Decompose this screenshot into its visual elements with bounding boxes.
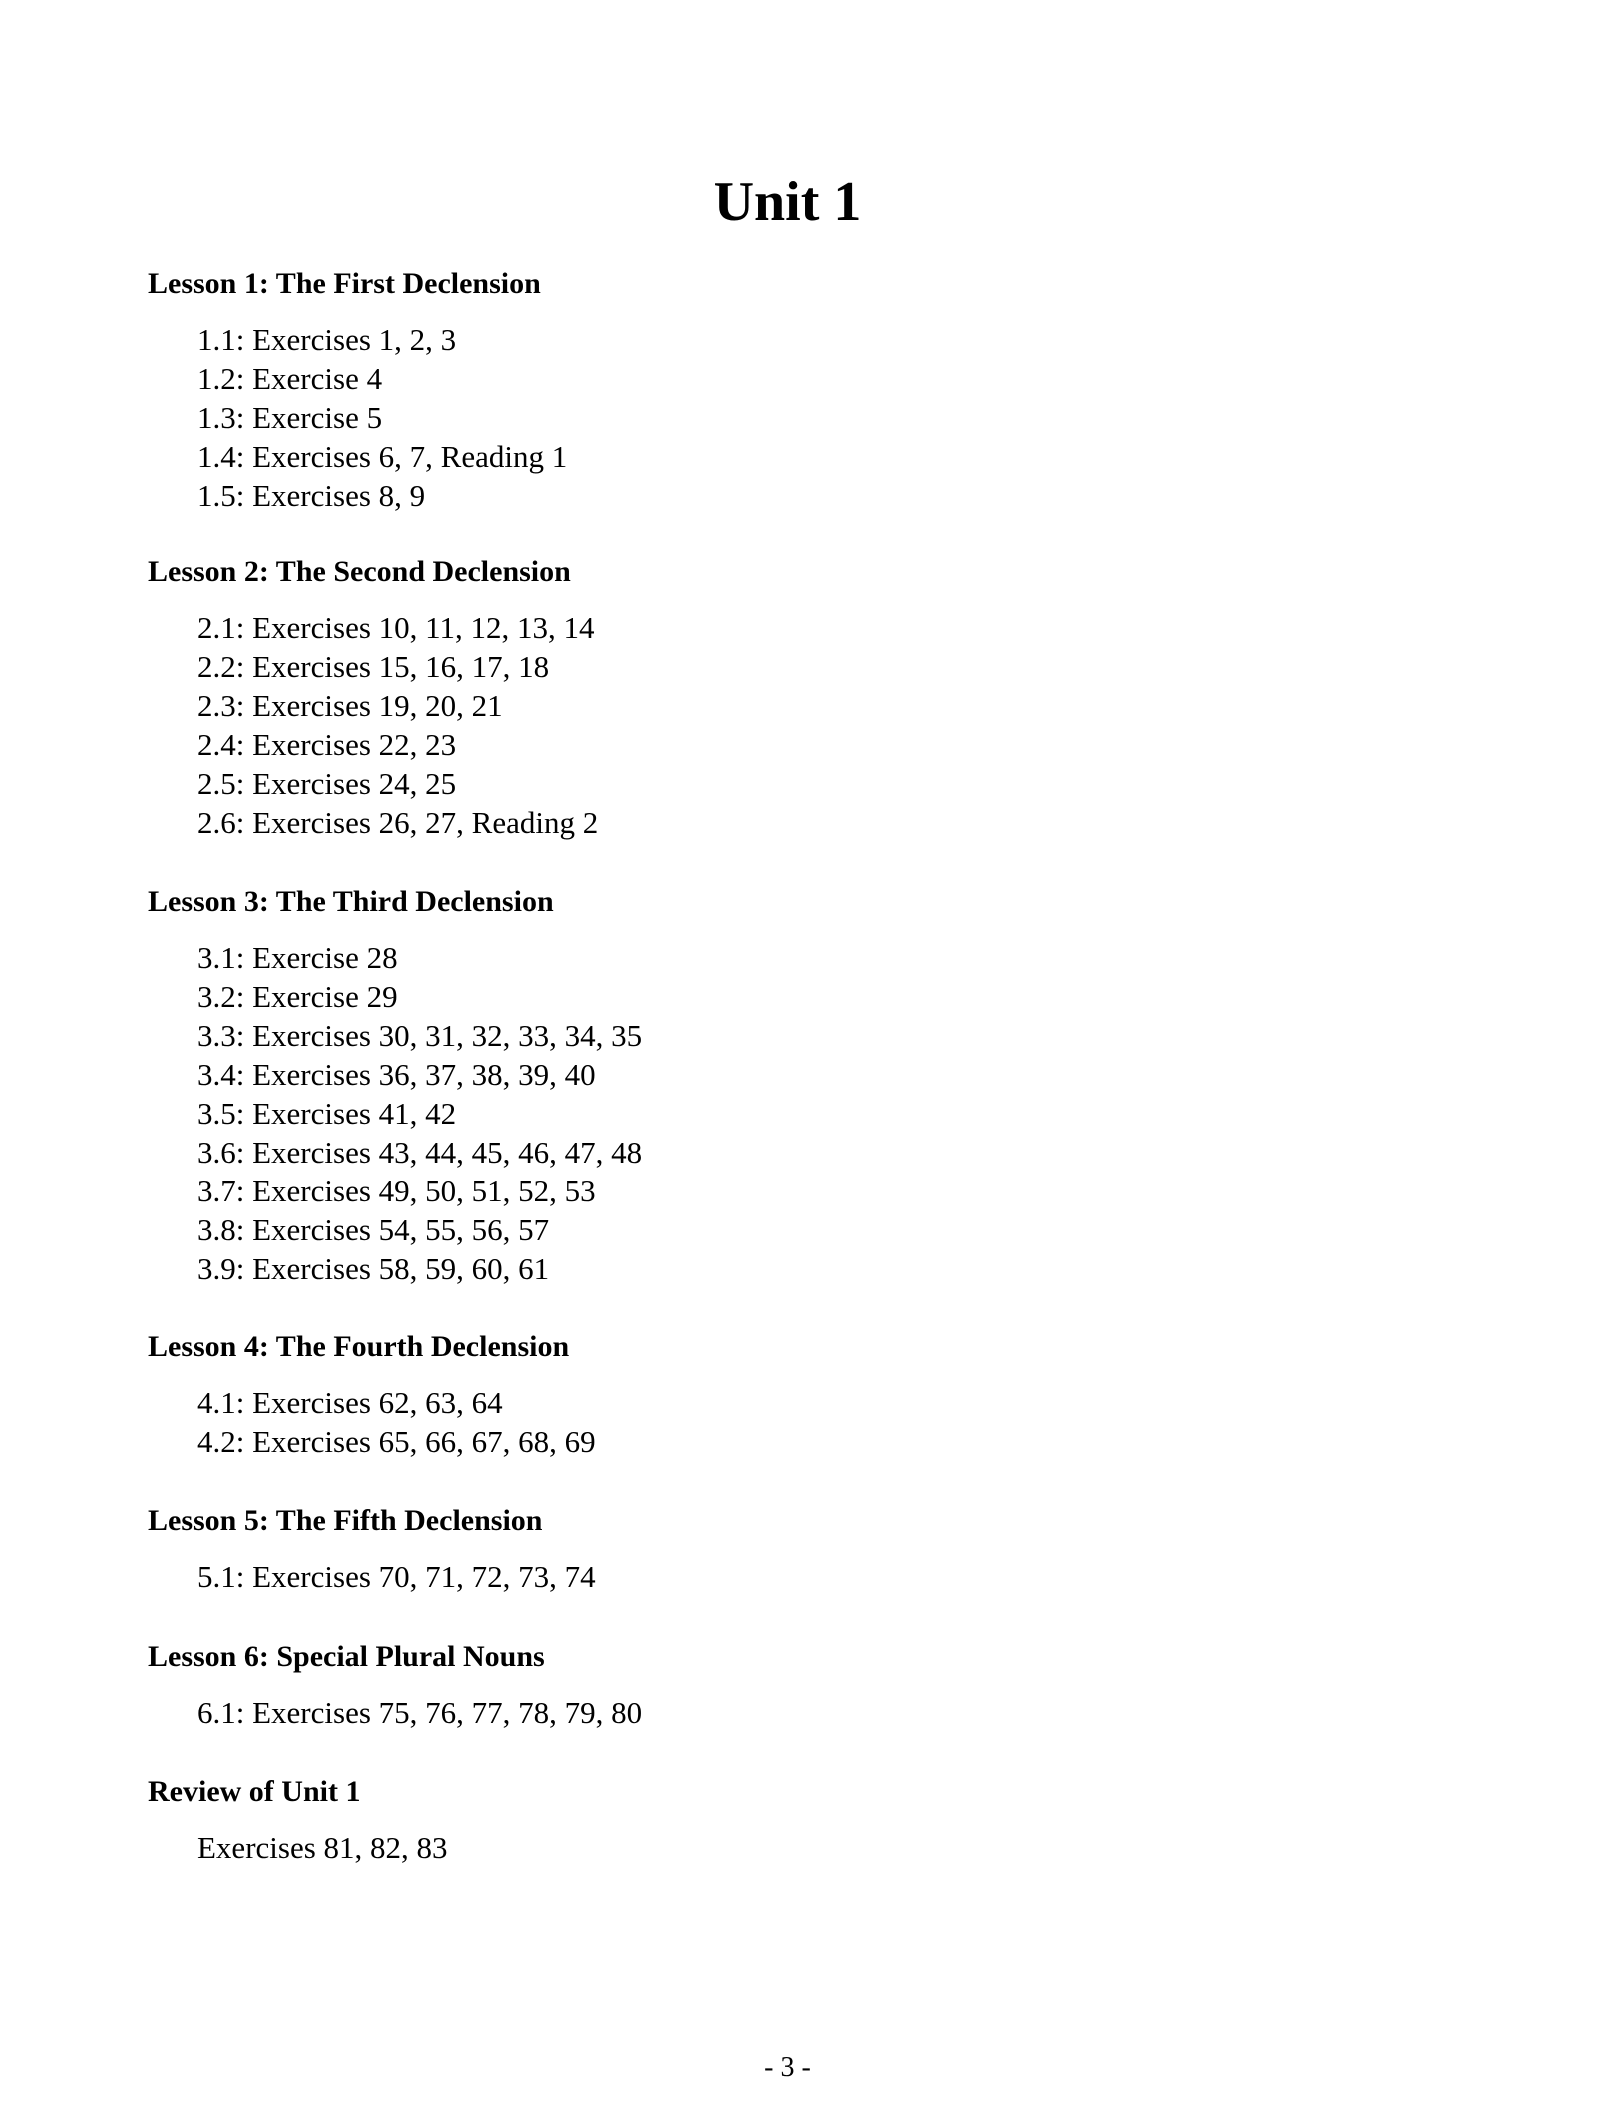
exercise-list xyxy=(197,321,567,516)
exercise-list xyxy=(197,1558,596,1597)
lesson-section xyxy=(148,1772,448,1868)
lesson-section xyxy=(148,552,598,842)
lesson-heading: Lesson 4: The Fourth Declension xyxy=(148,1330,570,1363)
lesson-section xyxy=(148,264,567,516)
exercise-item: 1.5: Exercises 8, 9 xyxy=(197,477,426,513)
exercise-item: 2.6: Exercises 26, 27, Reading 2 xyxy=(197,804,599,840)
exercise-item: 2.4: Exercises 22, 23 xyxy=(197,726,457,762)
exercise-list xyxy=(197,1694,642,1733)
exercise-item: 3.8: Exercises 54, 55, 56, 57 xyxy=(197,1212,550,1248)
exercise-item: 6.1: Exercises 75, 76, 77, 78, 79, 80 xyxy=(197,1695,643,1730)
lesson-section xyxy=(148,1501,596,1597)
exercise-item: 3.4: Exercises 36, 37, 38, 39, 40 xyxy=(197,1056,596,1092)
exercise-item: 1.1: Exercises 1, 2, 3 xyxy=(197,322,457,357)
exercise-item: 3.2: Exercise 29 xyxy=(197,978,398,1014)
lesson-heading: Review of Unit 1 xyxy=(148,1775,361,1808)
exercise-item: 2.5: Exercises 24, 25 xyxy=(197,765,457,801)
exercise-item: Exercises 81, 82, 83 xyxy=(197,1830,448,1865)
exercise-list xyxy=(197,609,598,842)
page-title: Unit 1 xyxy=(713,171,862,233)
lesson-heading: Lesson 3: The Third Declension xyxy=(148,885,554,918)
page-number: - 3 - xyxy=(764,2052,811,2083)
exercise-list xyxy=(197,939,642,1289)
exercise-item: 1.3: Exercise 5 xyxy=(197,399,383,435)
exercise-list xyxy=(197,1829,448,1868)
exercise-item: 4.2: Exercises 65, 66, 67, 68, 69 xyxy=(197,1423,596,1459)
exercise-item: 2.2: Exercises 15, 16, 17, 18 xyxy=(197,648,550,684)
exercise-list xyxy=(197,1384,596,1462)
exercise-item: 3.3: Exercises 30, 31, 32, 33, 34, 35 xyxy=(197,1017,643,1053)
lesson-section xyxy=(148,1327,596,1462)
exercise-item: 3.1: Exercise 28 xyxy=(197,940,398,975)
lesson-heading: Lesson 2: The Second Declension xyxy=(148,555,571,588)
exercise-item: 1.2: Exercise 4 xyxy=(197,360,383,396)
exercise-item: 3.7: Exercises 49, 50, 51, 52, 53 xyxy=(197,1173,596,1209)
lesson-heading: Lesson 5: The Fifth Declension xyxy=(148,1504,543,1537)
lesson-section xyxy=(148,1637,642,1733)
exercise-item: 5.1: Exercises 70, 71, 72, 73, 74 xyxy=(197,1559,596,1594)
lesson-heading: Lesson 6: Special Plural Nouns xyxy=(148,1640,545,1673)
exercise-item: 2.1: Exercises 10, 11, 12, 13, 14 xyxy=(197,610,595,645)
exercise-item: 1.4: Exercises 6, 7, Reading 1 xyxy=(197,438,568,474)
exercise-item: 3.5: Exercises 41, 42 xyxy=(197,1095,457,1131)
lesson-heading: Lesson 1: The First Declension xyxy=(148,267,541,300)
exercise-item: 3.9: Exercises 58, 59, 60, 61 xyxy=(197,1251,550,1287)
lesson-section xyxy=(148,882,642,1289)
exercise-item: 2.3: Exercises 19, 20, 21 xyxy=(197,687,503,723)
exercise-item: 4.1: Exercises 62, 63, 64 xyxy=(197,1385,503,1420)
exercise-item: 3.6: Exercises 43, 44, 45, 46, 47, 48 xyxy=(197,1134,643,1170)
